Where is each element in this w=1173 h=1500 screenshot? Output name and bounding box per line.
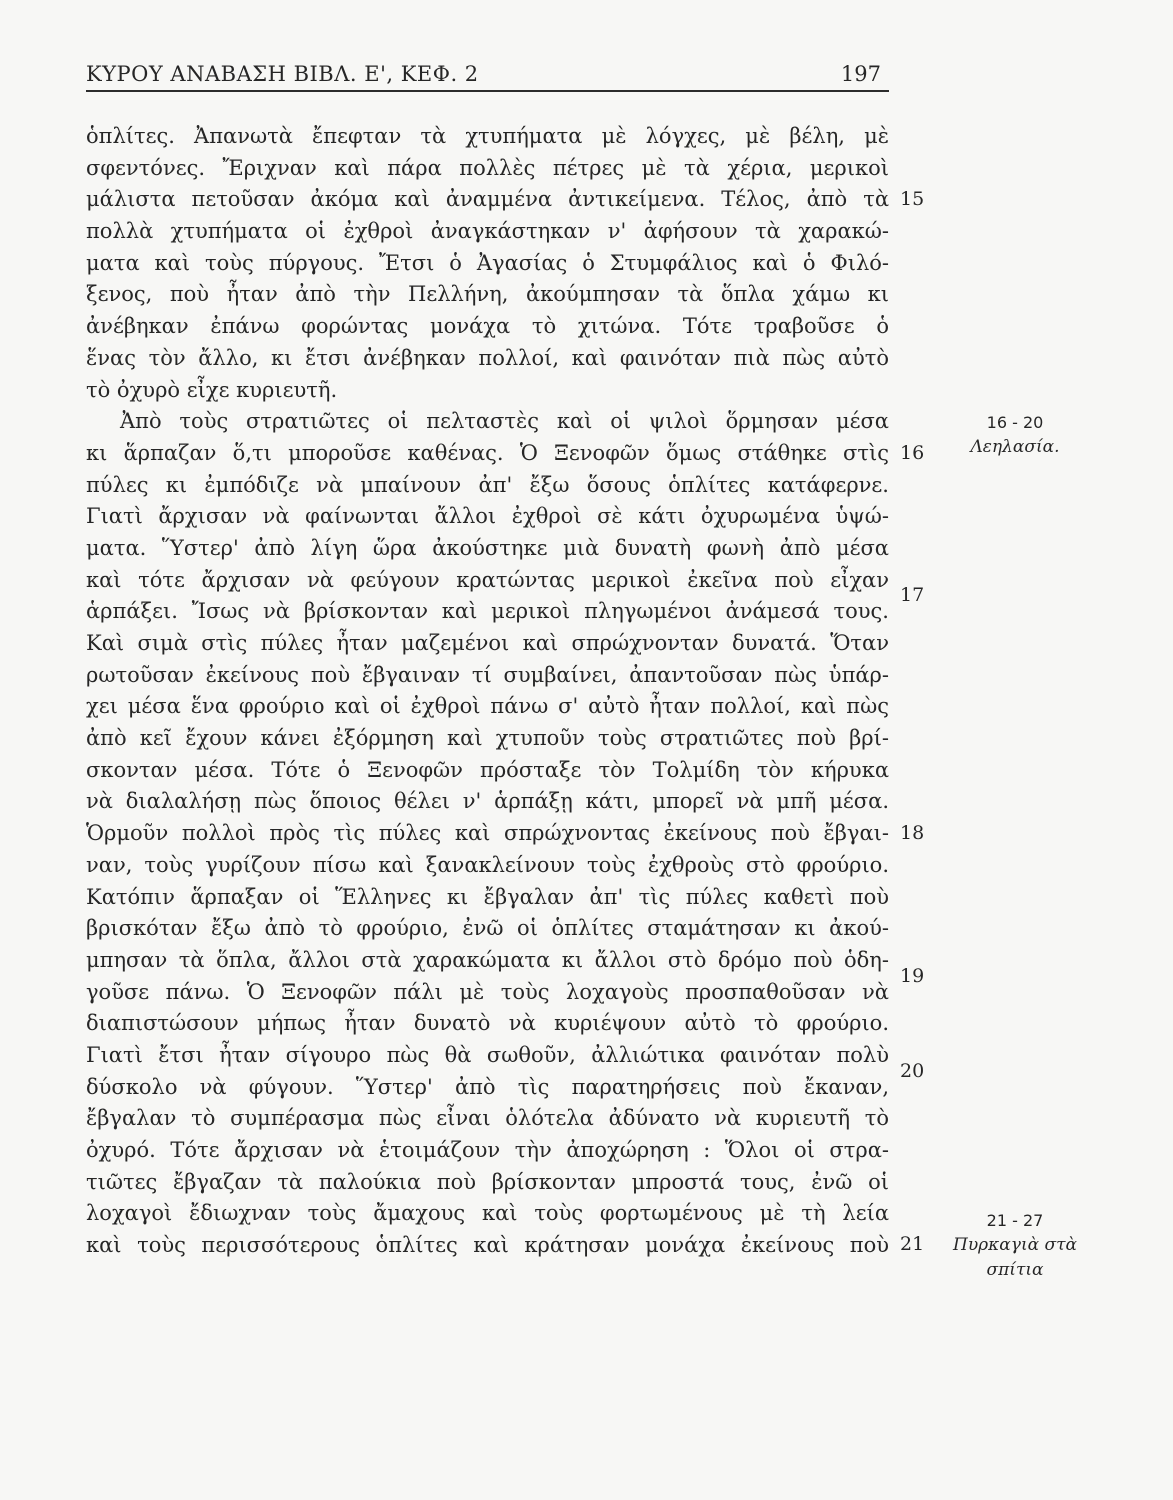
text-line: πύλες κι ἐμπόδιζε νὰ μπαίνουν ἀπ' ἔξω ὅσους ὁπλίτες κατάφερνε. [86,472,889,497]
margin-note-range: 16 - 20 [986,413,1044,432]
margin-note-fire [940,1208,1090,1283]
text-line: κι ἅρπαζαν ὅ,τι μποροῦσε καθένας. Ὁ Ξενοφῶν ὅμως στάθηκε στὶς [86,440,889,465]
text-line: ματα. Ὕστερ' ἀπὸ λίγη ὥρα ἀκούστηκε μιὰ δυνατὴ φωνὴ ἀπὸ μέσα [86,535,889,560]
text-line: Ἀπὸ τοὺς στρατιῶτες οἱ πελταστὲς καὶ οἱ ψιλοὶ ὅρμησαν μέσα [120,409,889,434]
section-number: 16 [900,442,925,464]
text-line: λοχαγοὶ ἔδιωχναν τοὺς ἄμαχους καὶ τοὺς φορτωμένους μὲ τὴ λεία [86,1201,889,1226]
text-line: μάλιστα πετοῦσαν ἀκόμα καὶ ἀναμμένα ἀντικείμενα. Τέλος, ἀπὸ τὰ [86,187,889,212]
text-line: ναν, τοὺς γυρίζουν πίσω καὶ ξανακλείνουν τοὺς ἐχθροὺς στὸ φρούριο. [86,852,889,877]
margin-note-label: σπίτια [986,1260,1044,1280]
text-line: ἕνας τὸν ἄλλο, κι ἔτσι ἀνέβηκαν πολλοί, καὶ φαινόταν πιὰ πὼς αὐτὸ [86,345,889,370]
text-line: Καὶ σιμὰ στὶς πύλες ἦταν μαζεμένοι καὶ σπρώχνονταν δυνατά. Ὅταν [86,631,889,655]
text-line: ἁρπάξει. Ἴσως νὰ βρίσκονταν καὶ μερικοὶ πληγωμένοι ἀνάμεσά τους. [86,599,889,624]
text-line: ἀπὸ κεῖ ἔχουν κάνει ἐξόρμηση καὶ χτυποῦν τοὺς στρατιῶτες ποὺ βρί- [86,726,889,751]
text-line: ρωτοῦσαν ἐκείνους ποὺ ἔβγαιναν τί συμβαίνει, ἀπαντοῦσαν πὼς ὑπάρ- [86,662,889,687]
section-number: 15 [900,188,925,210]
margin-note-looting [940,410,1090,460]
text-line: Ὁρμοῦν πολλοὶ πρὸς τὶς πύλες καὶ σπρώχνοντας ἐκείνους ποὺ ἔβγαι- [86,821,889,846]
text-line: ξενος, ποὺ ἦταν ἀπὸ τὴν Πελλήνη, ἀκούμπησαν τὰ ὅπλα χάμω κι [86,282,889,307]
margin-note-range: 21 - 27 [986,1211,1044,1230]
main-text [86,121,889,1262]
running-header [86,60,889,92]
text-line: σκονταν μέσα. Τότε ὁ Ξενοφῶν πρόσταξε τὸν Τολμίδη τὸν κήρυκα [86,757,889,782]
section-number: 20 [900,1060,925,1082]
section-number: 18 [900,822,925,844]
text-line: τὸ ὀχυρὸ εἶχε κυριευτῆ. [86,377,338,402]
text-line: ὁπλίτες. Ἀπανωτὰ ἔπεφταν τὰ χτυπήματα μὲ λόγχες, μὲ βέλη, μὲ [86,124,889,148]
text-line: μπησαν τὰ ὅπλα, ἄλλοι στὰ χαρακώματα κι ἄλλοι στὸ δρόμο ποὺ ὁδη- [86,947,889,972]
page-number: 197 [840,62,881,86]
text-line: Γιατὶ ἔτσι ἦταν σίγουρο πὼς θὰ σωθοῦν, ἀλλιώτικα φαινόταν πολὺ [86,1042,889,1067]
text-line: ματα καὶ τοὺς πύργους. Ἔτσι ὁ Ἀγασίας ὁ Στυμφάλιος καὶ ὁ Φιλό- [86,250,889,275]
text-line: καὶ τότε ἄρχισαν νὰ φεύγουν κρατώντας μερικοὶ ἐκεῖνα ποὺ εἶχαν [86,567,889,592]
text-line: διαπιστώσουν μήπως ἦταν δυνατὸ νὰ κυριέψουν αὐτὸ τὸ φρούριο. [86,1011,889,1036]
text-line: βρισκόταν ἔξω ἀπὸ τὸ φρούριο, ἐνῶ οἱ ὁπλίτες σταμάτησαν κι ἀκού- [86,916,889,941]
text-line: πολλὰ χτυπήματα οἱ ἐχθροὶ ἀναγκάστηκαν ν' ἀφήσουν τὰ χαρακώ- [86,219,889,244]
header-title: ΚΥΡΟΥ ΑΝΑΒΑΣΗ ΒΙΒΛ. Ε', ΚΕΦ. 2 [86,62,479,86]
section-number: 21 [900,1233,925,1255]
text-line: δύσκολο νὰ φύγουν. Ὕστερ' ἀπὸ τὶς παρατηρήσεις ποὺ ἔκαναν, [86,1074,889,1099]
text-line: ὀχυρό. Τότε ἄρχισαν νὰ ἑτοιμάζουν τὴν ἀποχώρηση : Ὅλοι οἱ στρα- [86,1138,889,1162]
text-line: ἀνέβηκαν ἐπάνω φορώντας μονάχα τὸ χιτώνα. Τότε τραβοῦσε ὁ [86,314,889,339]
section-number: 17 [900,584,925,606]
text-line: νὰ διαλαλήσῃ πὼς ὅποιος θέλει ν' ἁρπάξῃ κάτι, μπορεῖ νὰ μπῆ μέσα. [86,789,889,814]
text-line: Κατόπιν ἅρπαξαν οἱ Ἕλληνες κι ἔβγαλαν ἀπ' τὶς πύλες καθετὶ ποὺ [86,884,889,909]
section-number: 19 [900,965,925,987]
text-line: καὶ τοὺς περισσότερους ὁπλίτες καὶ κράτησαν μονάχα ἐκείνους ποὺ [86,1233,889,1258]
text-line: γοῦσε πάνω. Ὁ Ξενοφῶν πάλι μὲ τοὺς λοχαγοὺς προσπαθοῦσαν νὰ [86,979,889,1004]
text-line: σφεντόνες. Ἔριχναν καὶ πάρα πολλὲς πέτρες μὲ τὰ χέρια, μερικοὶ [86,155,889,180]
text-line: Γιατὶ ἄρχισαν νὰ φαίνωνται ἄλλοι ἐχθροὶ σὲ κάτι ὀχυρωμένα ὑψώ- [86,504,889,529]
margin-note-label: Πυρκαγιὰ στὰ [953,1235,1077,1255]
text-line: χει μέσα ἕνα φρούριο καὶ οἱ ἐχθροὶ πάνω σ' αὐτὸ ἦταν πολλοί, καὶ πὼς [86,694,889,719]
text-line: ἔβγαλαν τὸ συμπέρασμα πὼς εἶναι ὁλότελα ἀδύνατο νὰ κυριευτῆ τὸ [86,1106,889,1131]
text-line: τιῶτες ἔβγαζαν τὰ παλούκια ποὺ βρίσκονταν μπροστά τους, ἐνῶ οἱ [86,1169,889,1194]
margin-note-label: Λεηλασία. [970,437,1060,457]
